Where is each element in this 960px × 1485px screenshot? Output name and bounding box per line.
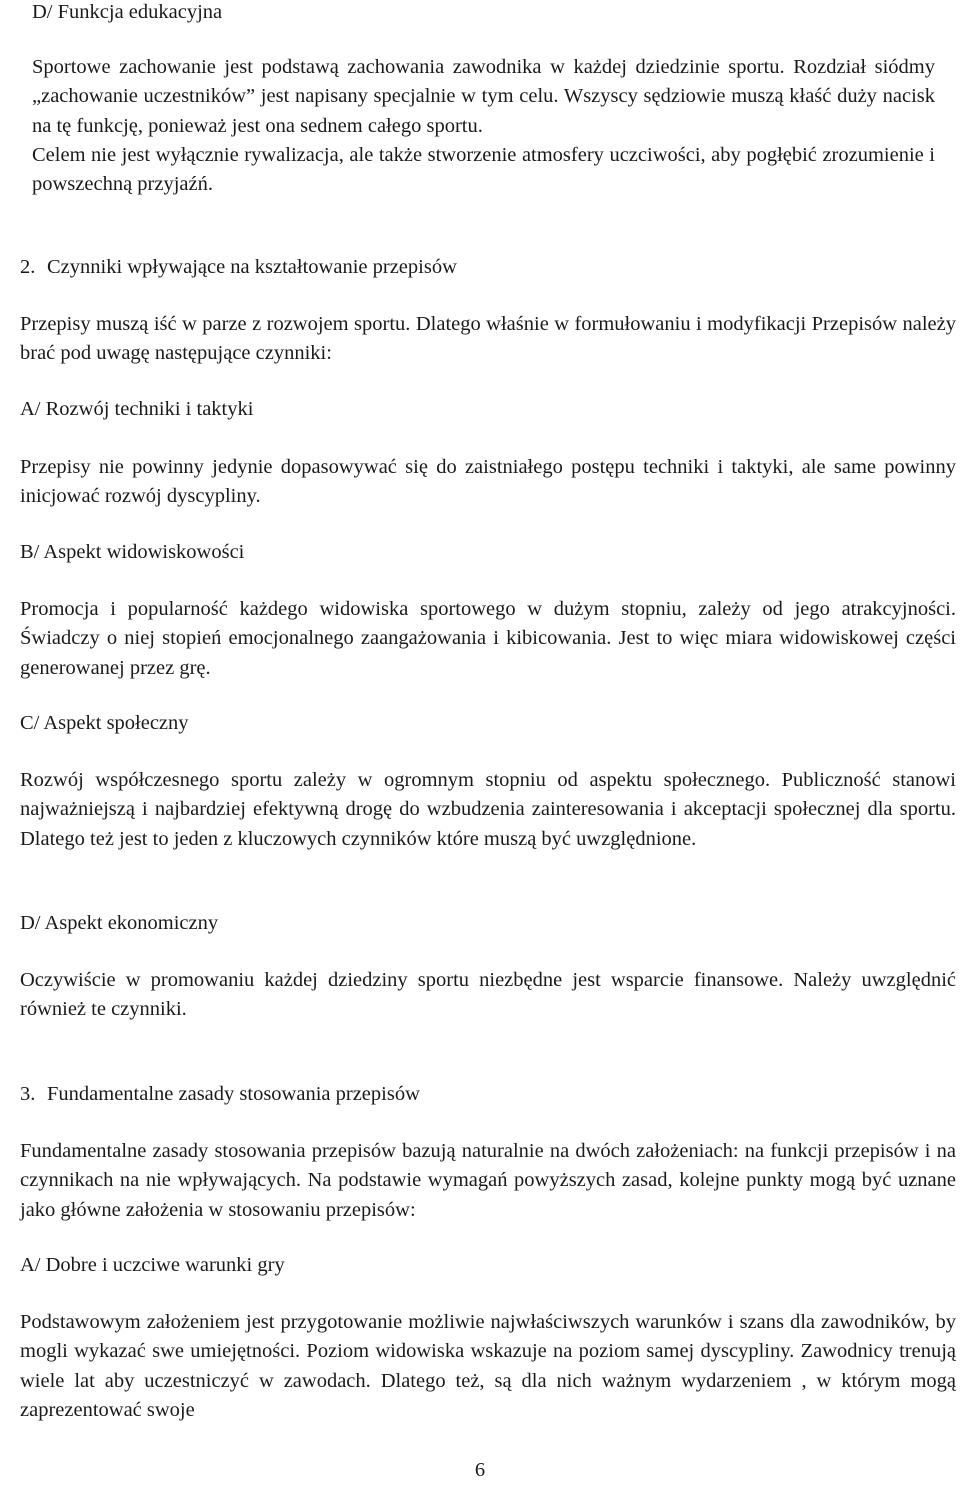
page-number: 6 bbox=[474, 1459, 486, 1481]
section-3-number: 3. bbox=[20, 1083, 36, 1105]
section-3-title bbox=[20, 1080, 920, 1109]
section-d-paragraph-2: Celem nie jest wyłącznie rywalizacja, ale także stworzenie atmosfery uczciwości, aby pogłębić zrozumienie i powszechną przyjaźń. bbox=[32, 144, 935, 196]
section-3-intro: Fundamentalne zasady stosowania przepisów bazują naturalnie na dwóch założeniach: na funkcji przepisów i na czynnikach na nie wpływających. Na podstawie wymagań powyższych zasad, kolejne punkty mogą być uznane jako główne założenia w stosowaniu przepisów: bbox=[20, 1140, 956, 1221]
item-a-text: Przepisy nie powinny jedynie dopasowywać się do zaistniałego postępu techniki i taktyki, ale same powinny inicjować rozwój dyscypliny. bbox=[20, 456, 956, 508]
section-3-title-text: Fundamentalne zasady stosowania przepisów bbox=[47, 1083, 420, 1105]
section-2-title-text: Czynniki wpływające na kształtowanie przepisów bbox=[47, 256, 457, 278]
item-b-heading: B/ Aspekt widowiskowości bbox=[20, 541, 245, 563]
section-d-paragraph-1: Sportowe zachowanie jest podstawą zachowania zawodnika w każdej dziedzinie sportu. Rozdział siódmy „zachowanie uczestników” jest napisany specjalnie w tym celu. Wszyscy sędziowie muszą kłaść duży nacisk na tę funkcję, ponieważ jest ona sednem całego sportu. bbox=[32, 56, 935, 137]
section-3-item-a-heading: A/ Dobre i uczciwe warunki gry bbox=[20, 1254, 285, 1276]
item-d-heading: D/ Aspekt ekonomiczny bbox=[20, 912, 219, 934]
item-d-text: Oczywiście w promowaniu każdej dziedziny sportu niezbędne jest wsparcie finansowe. Należy uwzględnić również te czynniki. bbox=[20, 969, 956, 1021]
section-2-number: 2. bbox=[20, 256, 36, 278]
item-c-heading: C/ Aspekt społeczny bbox=[20, 712, 189, 734]
item-b-text: Promocja i popularność każdego widowiska sportowego w dużym stopniu, zależy od jego atrakcyjności. Świadczy o niej stopień emocjonalnego zaangażowania i kibicowania. Jest to więc miara widowiskowej części generowanej przez grę. bbox=[20, 598, 956, 679]
section-3-item-a-text: Podstawowym założeniem jest przygotowanie możliwie najwłaściwszych warunków i szans dla zawodników, by mogli wykazać swe umiejętności. Poziom widowiska wskazuje na poziom samej dyscypliny. Zawodnicy trenują wiele lat aby uczestniczyć w zawodach. Dlatego też, są dla nich ważnym wydarzeniem , w którym mogą zaprezentować swoje bbox=[20, 1311, 956, 1421]
item-a-heading: A/ Rozwój techniki i taktyki bbox=[20, 398, 254, 420]
section-d-heading: D/ Funkcja edukacyjna bbox=[32, 1, 223, 23]
section-2-intro: Przepisy muszą iść w parze z rozwojem sportu. Dlatego właśnie w formułowaniu i modyfikacji Przepisów należy brać pod uwagę następujące czynniki: bbox=[20, 313, 956, 365]
section-2-title bbox=[20, 253, 920, 282]
item-c-text: Rozwój współczesnego sportu zależy w ogromnym stopniu od aspektu społecznego. Publiczność stanowi najważniejszą i najbardziej efektywną drogę do wzbudzenia zainteresowania i akceptacji społecznej dla sportu. Dlatego też jest to jeden z kluczowych czynników które muszą być uwzględnione. bbox=[20, 769, 956, 850]
